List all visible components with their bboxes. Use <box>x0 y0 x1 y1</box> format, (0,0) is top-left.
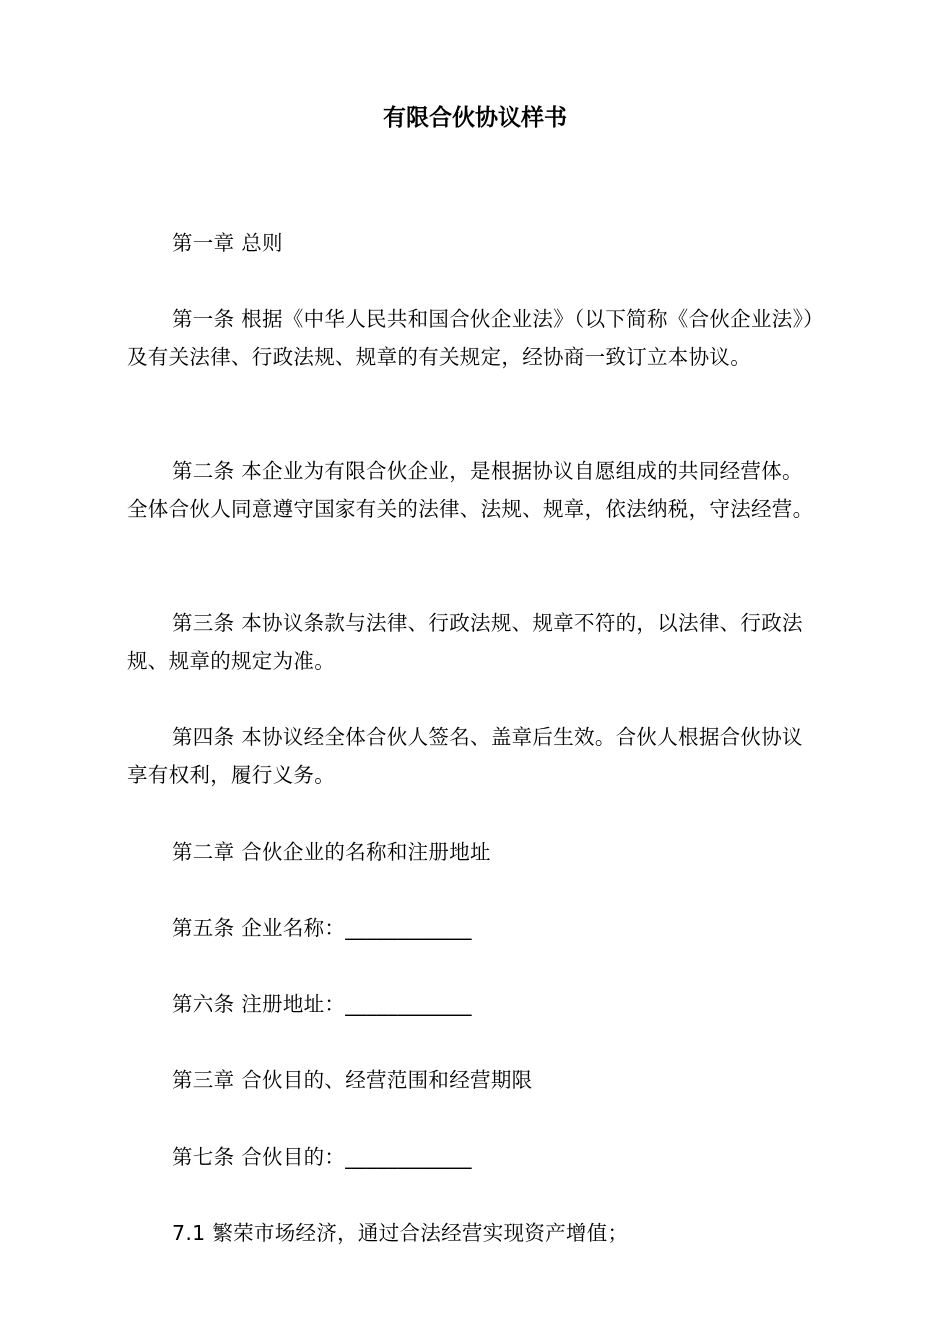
chapter-1-heading: 第一章 总则 <box>172 231 283 255</box>
article-5: 第五条 企业名称：____________ <box>172 916 472 940</box>
article-4: 第四条 本协议经全体合伙人签名、盖章后生效。合伙人根据合伙协议享有权利，履行义务。 <box>127 725 803 787</box>
document-title: 有限合伙协议样书 <box>383 105 567 131</box>
article-2: 第二条 本企业为有限合伙企业，是根据协议自愿组成的共同经营体。全体合伙人同意遵守国家有关的法律、法规、规章，依法纳税，守法经营。 <box>127 459 814 521</box>
article-3: 第三条 本协议条款与法律、行政法规、规章不符的，以法律、行政法规、规章的规定为准。 <box>127 611 803 673</box>
chapter-2-heading: 第二章 合伙企业的名称和注册地址 <box>172 840 491 864</box>
clause-7-1: 7.1 繁荣市场经济，通过合法经营实现资产增值； <box>172 1221 629 1245</box>
article-1: 第一条 根据《中华人民共和国合伙企业法》（以下简称《合伙企业法》）及有关法律、行政法规、规章的有关规定，经协商一致订立本协议。 <box>127 307 814 369</box>
article-7: 第七条 合伙目的：____________ <box>172 1145 472 1169</box>
article-6: 第六条 注册地址：____________ <box>172 992 472 1016</box>
chapter-3-heading: 第三章 合伙目的、经营范围和经营期限 <box>172 1068 533 1092</box>
